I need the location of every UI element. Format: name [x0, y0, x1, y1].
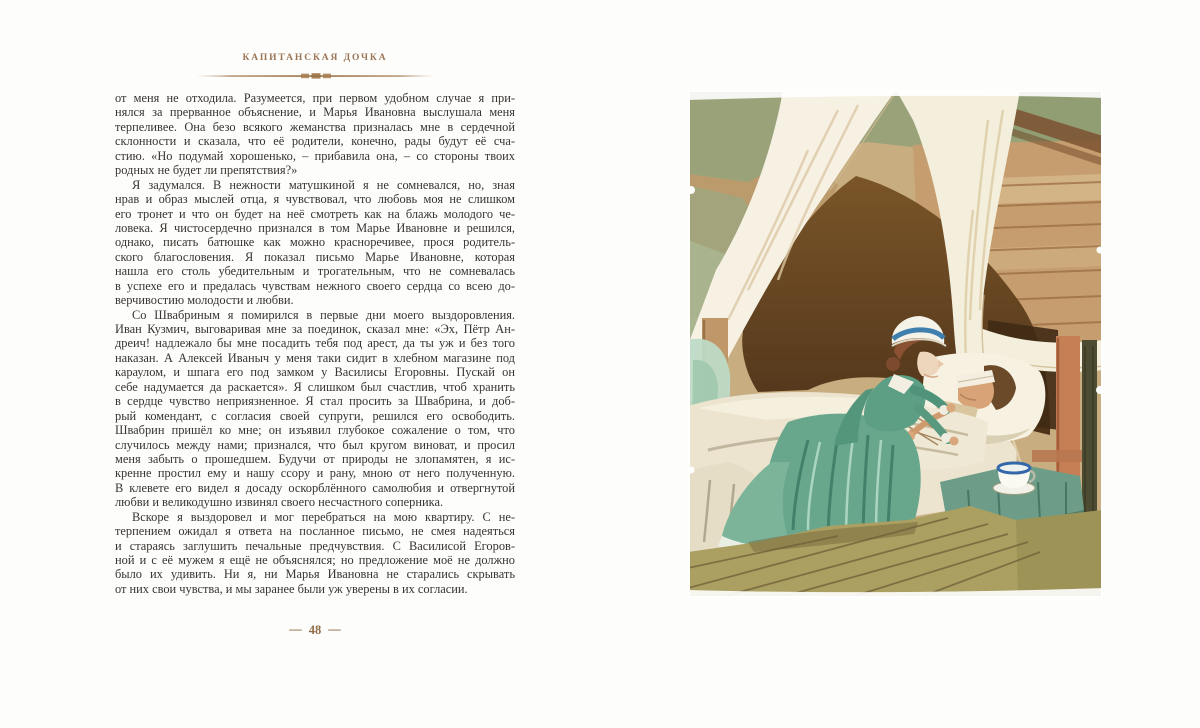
text-line: терпением ожидал я ответа на посланное письмо, не смея надеяться — [115, 524, 515, 539]
watercolor-bedside-scene — [688, 90, 1103, 598]
text-line: Вскоре я выздоровел и мог перебраться на мою квартиру. С не- — [132, 509, 515, 524]
page-number — [115, 623, 515, 638]
text-line: меня забыть о прошедшем. Будучи от природы не злопамятен, я ис- — [115, 451, 515, 466]
text-line: от меня не отходила. Разумеется, при первом удобном случае я при- — [115, 91, 515, 105]
text-line: себе надумается да раскается». Я слишком был счастлив, чтоб хранить — [115, 379, 515, 394]
text-line: его тронет и что он будет на неё смотреть как на блажь молодого че- — [115, 206, 515, 221]
text-line: нялся за прерванное объяснение, и Марья Ивановна выслушала меня — [115, 105, 515, 120]
text-line: в успехе его и предалась чувствам нежного своего сердца со всею до- — [115, 278, 515, 293]
text-line: наказан. А Алексей Иваныч у меня таки сидит в хлебном магазине под — [115, 350, 515, 365]
text-line: стию. «Но подумай хорошенько, – прибавила она, – со стороны твоих — [115, 148, 515, 163]
text-line: случилось между нами; признался, что был кругом виноват, и просил — [115, 437, 515, 452]
text-line: и стараясь заглушить печальные предчувствия. С Василисой Егоров- — [115, 538, 515, 553]
text-line: рый комендант, с согласия своей супруги, решился его освободить. — [115, 408, 515, 423]
body-text — [115, 91, 515, 596]
text-line: верчивостию молодости и любви. — [115, 293, 294, 308]
text-line: ной и с её мужем я ещё не объяснялся; но предложение моё не должно — [115, 553, 515, 567]
text-line: дреич! надлежало бы мне посадить тебя под арест, да ты уж и без того — [115, 336, 515, 351]
text-line: В клевете его видел я досаду оскорблённого самолюбия и отвергнутой — [115, 480, 515, 495]
text-line: караулом, и шпага его под замком у Василисы Егоровны. Пускай он — [115, 365, 515, 380]
header-ornament — [115, 68, 515, 86]
right-page — [600, 0, 1200, 728]
text-line: любви и великодушно извинял своего несчастного соперника. — [115, 495, 444, 510]
text-line: Швабрин пришёл ко мне; он изъявил глубокое сожаление о том, что — [115, 423, 515, 438]
text-line: склонности и сказала, что её родители, конечно, рады будут её сча- — [115, 134, 515, 149]
text-line: от них свои чувства, и мы заранее были уж уверены в их согласии. — [115, 581, 468, 596]
text-line: однако, писать батюшке как можно красноречивее, прося родитель- — [115, 235, 515, 250]
text-line: нрав и образ мыслей отца, я чувствовал, что любовь моя не слишком — [115, 192, 515, 207]
illustration — [688, 90, 1103, 598]
text-line: в сердце чувство неприязненное. Я стал просить за Швабрина, и доб- — [115, 394, 515, 409]
text-line: Со Швабриным я помирился в первые дни моего выздоровления. — [132, 307, 515, 322]
page-number-dash: — — [289, 622, 302, 636]
text-line: было их удивить. Ни я, ни Марья Ивановна не старались скрывать — [115, 567, 515, 582]
page-number-dash: — — [328, 622, 341, 636]
text-line: ского благословения. Я показал письмо Марье Ивановне, которая — [115, 249, 515, 264]
text-line: нашла его столь убедительным и трогательным, что не сомневалась — [115, 264, 515, 279]
text-line: кренне простил ему и нашу ссору и рану, мною от него полученную. — [115, 466, 515, 481]
text-line: ловека. Я чистосердечно признался в том Марье Ивановне и решился, — [115, 220, 515, 235]
text-line: Я задумался. В нежности матушкиной я не сомневался, но, зная — [132, 177, 515, 192]
text-line: родных не будет ли препятствия?» — [115, 163, 298, 178]
running-header: КАПИТАНСКАЯ ДОЧКА — [242, 53, 388, 63]
page-number-value: 48 — [308, 623, 322, 637]
text-line: Иван Кузмич, выговаривая мне за поединок, сказал мне: «Эх, Пётр Ан- — [115, 322, 515, 336]
text-line: терпеливее. Она безо всякого жеманства призналась мне в сердечной — [115, 119, 515, 134]
ornament-rule-icon — [198, 71, 433, 81]
